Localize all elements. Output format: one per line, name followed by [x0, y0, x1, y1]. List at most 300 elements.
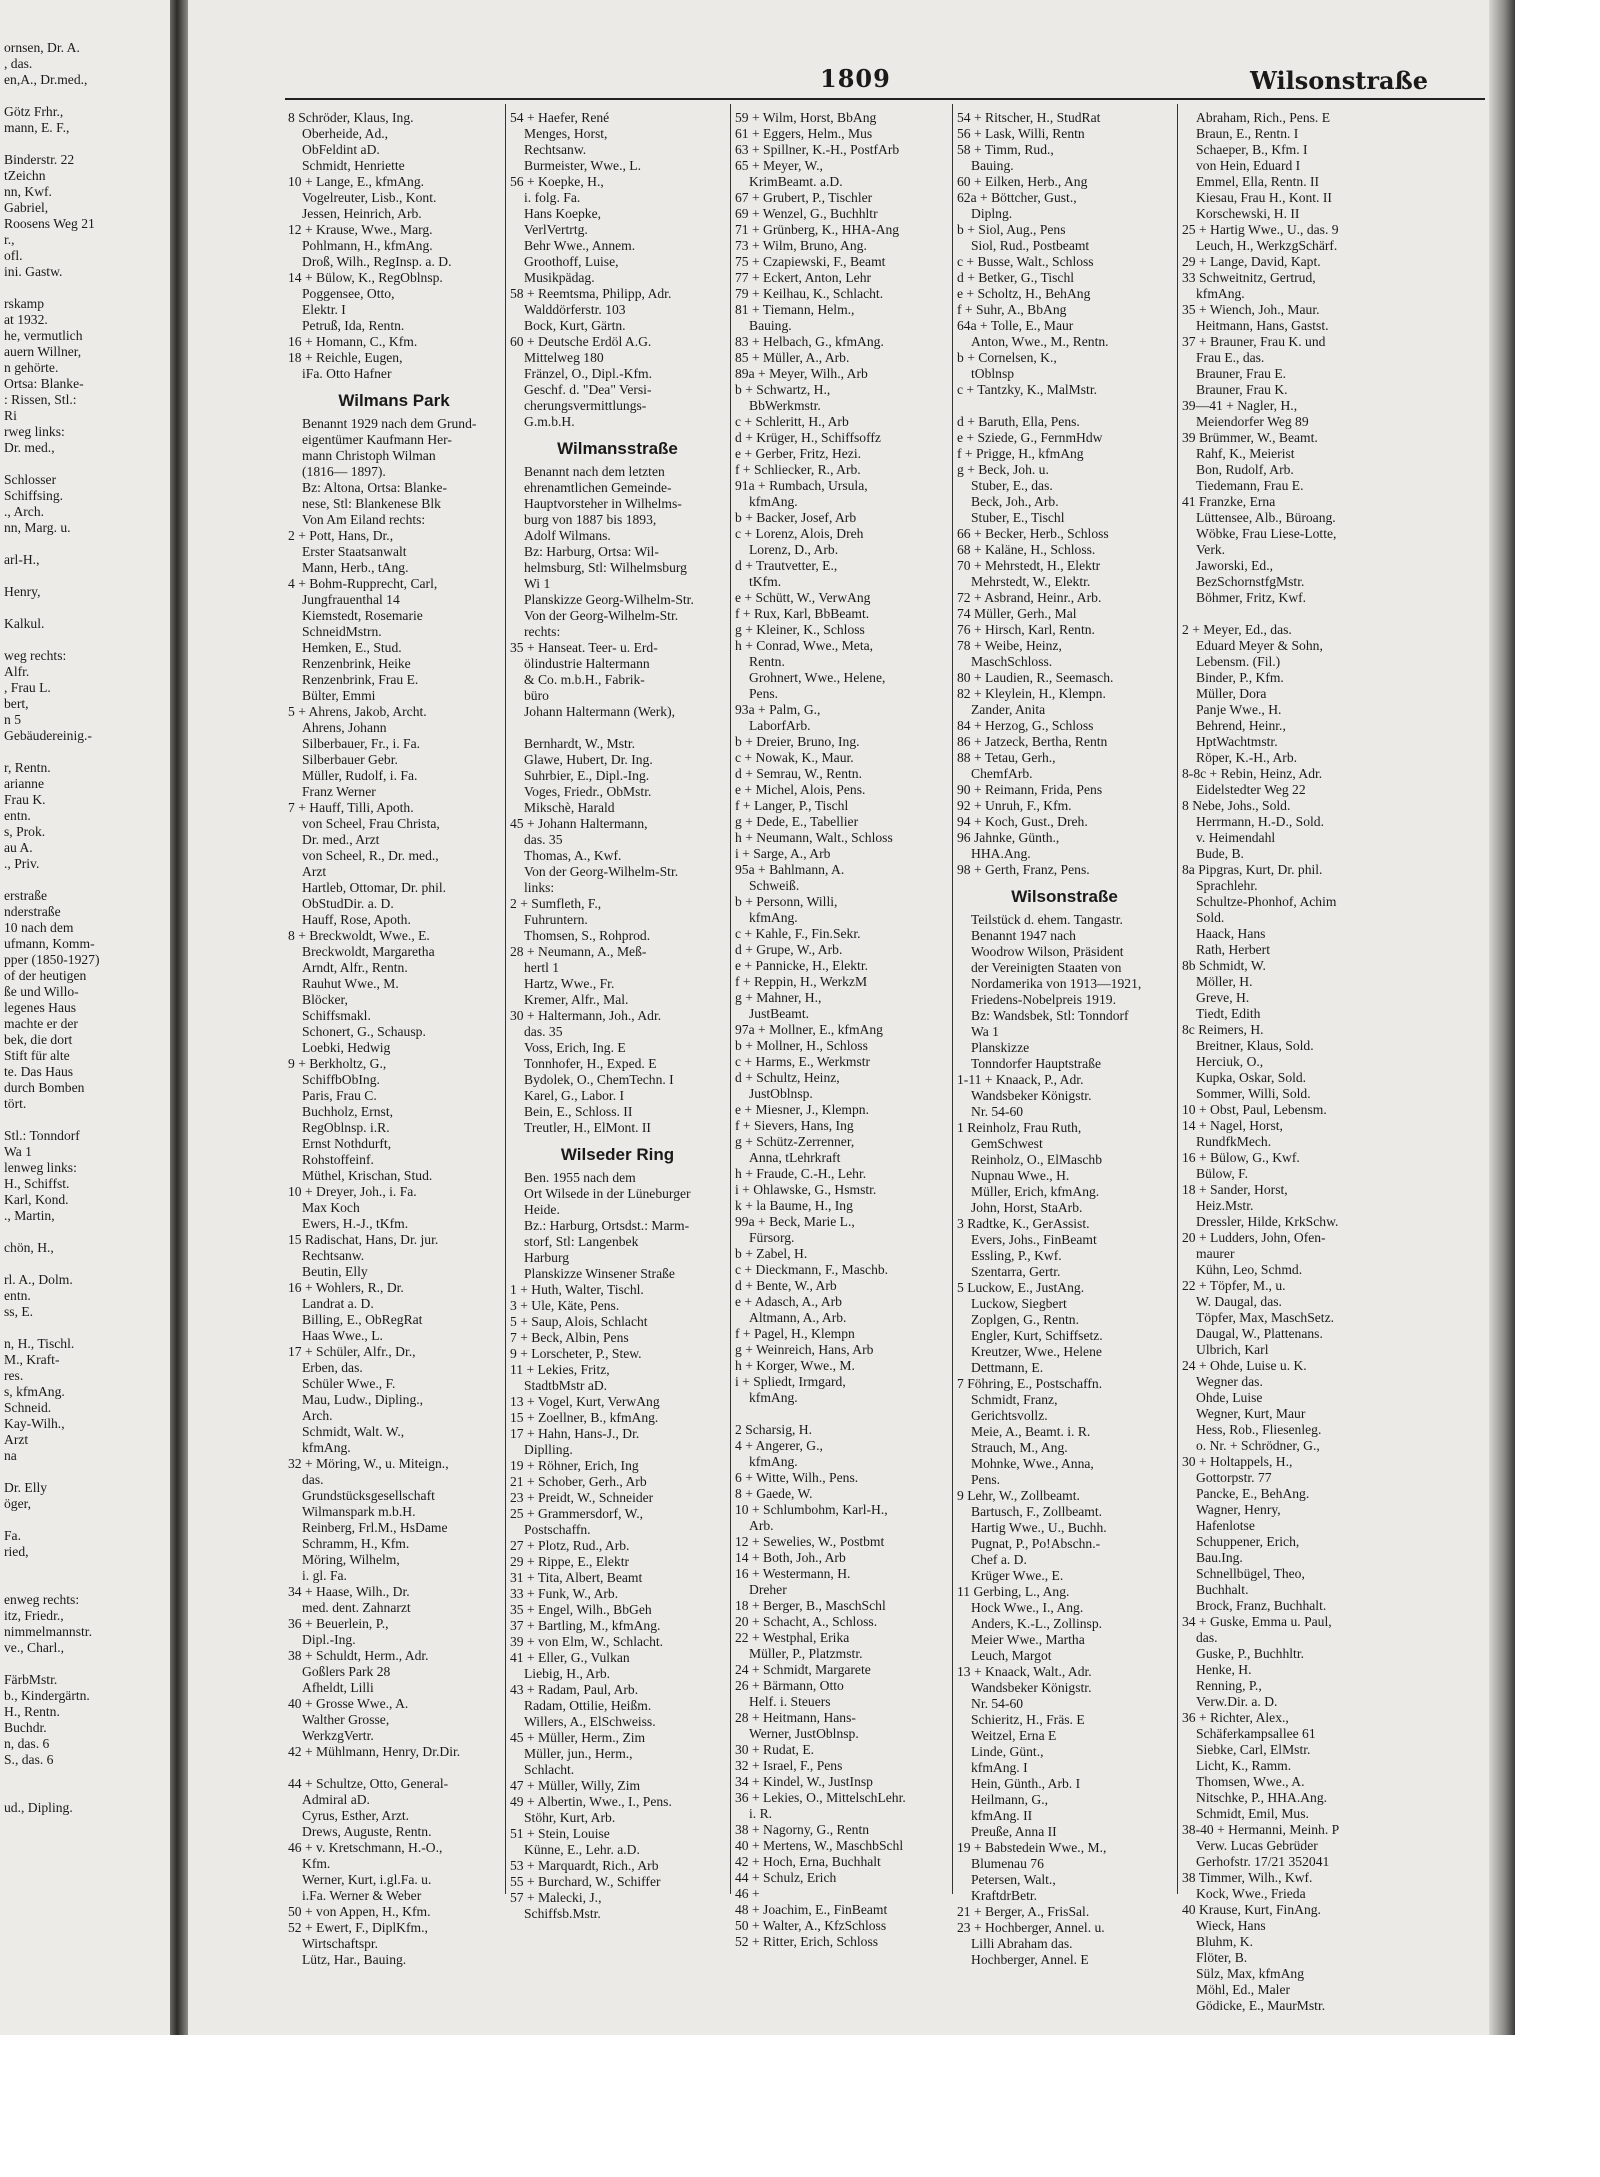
previous-page-line: he, vermutlich: [4, 328, 83, 343]
previous-page-line: Dr. Elly: [4, 1480, 48, 1495]
directory-entry: Weitzel, Erna E: [971, 1728, 1057, 1743]
directory-entry: 69 + Wenzel, G., Buchhltr: [735, 206, 878, 221]
directory-entry: Goßlers Park 28: [302, 1664, 391, 1679]
directory-entry: nese, Stl: Blankenese Blk: [302, 496, 441, 511]
directory-entry: Bauing.: [971, 158, 1014, 173]
directory-entry: Silberbauer, Fr., i. Fa.: [302, 736, 421, 751]
directory-entry: Walddörferstr. 103: [524, 302, 626, 317]
directory-entry: Schramm, H., Kfm.: [302, 1536, 410, 1551]
directory-entry: Müller, Rudolf, i. Fa.: [302, 768, 418, 783]
directory-entry: 3 Radtke, K., GerAssist.: [957, 1216, 1090, 1231]
directory-entry: Anders, K.-L., Zollinsp.: [971, 1616, 1103, 1631]
directory-entry: Thomsen, S., Rohprod.: [524, 928, 651, 943]
spacer: [735, 1406, 947, 1422]
directory-entry: 20 + Ludders, John, Ofen-: [1182, 1230, 1326, 1245]
directory-entry: Hans Koepke,: [524, 206, 602, 221]
directory-entry: Brauner, Frau K.: [1196, 382, 1288, 397]
directory-entry: 60 + Deutsche Erdöl A.G.: [510, 334, 652, 349]
directory-entry: kfmAng.: [302, 1440, 351, 1455]
directory-entry: Ewers, H.-J., tKfm.: [302, 1216, 409, 1231]
spacer: [957, 398, 1172, 414]
previous-page-line: weg rechts:: [4, 648, 67, 663]
directory-entry: 54 + Haefer, René: [510, 110, 610, 125]
directory-entry: Hauptvorsteher in Wilhelms-: [524, 496, 682, 511]
directory-entry: RegOblnsp. i.R.: [302, 1120, 390, 1135]
directory-entry: Bernhardt, W., Mstr.: [524, 736, 636, 751]
directory-entry: Schnellbügel, Theo,: [1196, 1566, 1305, 1581]
directory-entry: kfmAng.: [749, 494, 798, 509]
directory-entry: 18 + Berger, B., MaschSchl: [735, 1598, 886, 1613]
directory-entry: 13 + Vogel, Kurt, VerwAng: [510, 1394, 660, 1409]
directory-entry: 2 + Pott, Hans, Dr.,: [288, 528, 394, 543]
directory-entry: Bülow, F.: [1196, 1166, 1249, 1181]
directory-entry: ehrenamtlichen Gemeinde-: [524, 480, 672, 495]
directory-entry: Dipl.-Ing.: [302, 1632, 356, 1647]
directory-entry: 65 + Meyer, W.,: [735, 158, 823, 173]
directory-entry: Meie, A., Beamt. i. R.: [971, 1424, 1091, 1439]
directory-entry: Poggensee, Otto,: [302, 286, 395, 301]
directory-entry: ölindustrie Haltermann: [524, 656, 650, 671]
previous-page-line: , Frau L.: [4, 680, 51, 695]
directory-entry: Herciuk, O.,: [1196, 1054, 1264, 1069]
directory-entry: 83 + Helbach, G., kfmAng.: [735, 334, 884, 349]
previous-page-line: Ortsa: Blanke-: [4, 376, 84, 391]
directory-entry: helmsburg, Stl: Wilhelmsburg: [524, 560, 687, 575]
previous-page-line: H., Schiffst.: [4, 1176, 70, 1191]
directory-entry: 8b Schmidt, W.: [1182, 958, 1266, 973]
directory-entry: Silberbauer Gebr.: [302, 752, 398, 767]
directory-entry: Sold.: [1196, 910, 1225, 925]
directory-entry: Hock Wwe., I., Ang.: [971, 1600, 1084, 1615]
directory-entry: i. gl. Fa.: [302, 1568, 347, 1583]
previous-page-line: [0, 536, 170, 552]
directory-entry: Paris, Frau C.: [302, 1088, 377, 1103]
directory-entry: 9 Lehr, W., Zollbeamt.: [957, 1488, 1080, 1503]
directory-entry: HptWachtmstr.: [1196, 734, 1278, 749]
directory-entry: Müller, jun., Herm.,: [524, 1746, 633, 1761]
directory-entry: 56 + Lask, Willi, Rentn: [957, 126, 1085, 141]
directory-entry: Schieritz, H., Fräs. E: [971, 1712, 1085, 1727]
directory-entry: Nordamerika von 1913—1921,: [971, 976, 1142, 991]
directory-entry: 63 + Spillner, K.-H., PostfArb: [735, 142, 900, 157]
directory-entry: Emmel, Ella, Rentn. II: [1196, 174, 1320, 189]
directory-entry: Mau, Ludw., Dipling.,: [302, 1392, 424, 1407]
directory-entry: 58 + Reemtsma, Philipp, Adr.: [510, 286, 672, 301]
directory-entry: f + Schliecker, R., Arb.: [735, 462, 861, 477]
directory-entry: 68 + Kaläne, H., Schloss.: [957, 542, 1096, 557]
directory-entry: g + Weinreich, Hans, Arb: [735, 1342, 874, 1357]
previous-page-line: : Rissen, Stl.:: [4, 392, 77, 407]
directory-entry: Willers, A., ElSchweiss.: [524, 1714, 656, 1729]
previous-page-line: H., Rentn.: [4, 1704, 60, 1719]
directory-entry: Bz.: Harburg, Ortsdst.: Marm-: [524, 1218, 690, 1233]
previous-page-line: itz, Friedr.,: [4, 1608, 64, 1623]
directory-entry: Nupnau Wwe., H.: [971, 1168, 1070, 1183]
directory-entry: Wieck, Hans: [1196, 1918, 1266, 1933]
directory-entry: 5 Luckow, E., JustAng.: [957, 1280, 1085, 1295]
directory-entry: 8-8c + Rebin, Heinz, Adr.: [1182, 766, 1323, 781]
directory-entry: d + Grupe, W., Arb.: [735, 942, 843, 957]
directory-entry: Glawe, Hubert, Dr. Ing.: [524, 752, 653, 767]
directory-entry: Wöbke, Frau Liese-Lotte,: [1196, 526, 1337, 541]
directory-entry: Renning, P.,: [1196, 1678, 1262, 1693]
directory-entry: Voges, Friedr., ObMstr.: [524, 784, 652, 799]
previous-page-line: nimmelmannstr.: [4, 1624, 92, 1639]
directory-entry: d + Semrau, W., Rentn.: [735, 766, 862, 781]
spacer: [1182, 606, 1482, 622]
directory-entry: Sommer, Willi, Sold.: [1196, 1086, 1311, 1101]
directory-entry: Voss, Erich, Ing. E: [524, 1040, 626, 1055]
directory-entry: Hauff, Rose, Apoth.: [302, 912, 411, 927]
directory-entry: d + Betker, G., Tischl: [957, 270, 1075, 285]
previous-page-line: tZeichn: [4, 168, 46, 183]
directory-entry: b + Backer, Josef, Arb: [735, 510, 857, 525]
directory-entry: 71 + Grünberg, K., HHA-Ang: [735, 222, 900, 237]
previous-page-line: ve., Charl.,: [4, 1640, 65, 1655]
previous-page-line: pper (1850-1927): [4, 952, 100, 967]
directory-entry: 54 + Ritscher, H., StudRat: [957, 110, 1101, 125]
directory-entry: Wegner das.: [1196, 1374, 1263, 1389]
directory-entry: Nitschke, P., HHA.Ang.: [1196, 1790, 1328, 1805]
directory-entry: Kreutzer, Wwe., Helene: [971, 1344, 1102, 1359]
directory-entry: GemSchwest: [971, 1136, 1043, 1151]
directory-entry: Beck, Joh., Arb.: [971, 494, 1059, 509]
directory-entry: Kock, Wwe., Frieda: [1196, 1886, 1306, 1901]
directory-entry: Kremer, Alfr., Mal.: [524, 992, 629, 1007]
directory-entry: Panje Wwe., H.: [1196, 702, 1282, 717]
directory-entry: der Vereinigten Staaten von: [971, 960, 1122, 975]
previous-page-line: [0, 456, 170, 472]
directory-entry: Ernst Nothdurft,: [302, 1136, 392, 1151]
directory-entry: Bartusch, F., Zollbeamt.: [971, 1504, 1103, 1519]
directory-entry: Hartz, Wwe., Fr.: [524, 976, 615, 991]
previous-page-line: Fa.: [4, 1528, 21, 1543]
previous-page-line: s, Prok.: [4, 824, 46, 839]
directory-entry: burg von 1887 bis 1893,: [524, 512, 657, 527]
directory-entry: Schaeper, B., Kfm. I: [1196, 142, 1308, 157]
directory-entry: b + Siol, Aug., Pens: [957, 222, 1066, 237]
directory-entry: 74 Müller, Gerh., Mal: [957, 606, 1077, 621]
directory-entry: Fränzel, O., Dipl.-Kfm.: [524, 366, 652, 381]
directory-entry: 34 + Guske, Emma u. Paul,: [1182, 1614, 1332, 1629]
directory-entry: Mann, Herb., tAng.: [302, 560, 409, 575]
directory-entry: Pens.: [749, 686, 779, 701]
directory-entry: ChemfArb.: [971, 766, 1033, 781]
directory-entry: Binder, P., Kfm.: [1196, 670, 1284, 685]
directory-entry: 1-11 + Knaack, P., Adr.: [957, 1072, 1084, 1087]
directory-entry: Engler, Kurt, Schiffsetz.: [971, 1328, 1103, 1343]
directory-entry: Suhrbier, E., Dipl.-Ing.: [524, 768, 650, 783]
directory-entry: Abraham, Rich., Pens. E: [1196, 110, 1331, 125]
directory-entry: 16 + Bülow, G., Kwf.: [1182, 1150, 1300, 1165]
previous-page-line: [0, 1576, 170, 1592]
directory-entry: 96 Jahnke, Günth.,: [957, 830, 1060, 845]
directory-entry: Groothoff, Luise,: [524, 254, 619, 269]
directory-entry: 42 + Hoch, Erna, Buchhalt: [735, 1854, 881, 1869]
column-divider: [1177, 104, 1178, 1894]
previous-page-line: res.: [4, 1368, 24, 1383]
directory-entry: 15 Radischat, Hans, Dr. jur.: [288, 1232, 439, 1247]
directory-entry: Nr. 54-60: [971, 1696, 1024, 1711]
directory-entry: Lütz, Har., Bauing.: [302, 1952, 407, 1967]
directory-entry: Kupka, Oskar, Sold.: [1196, 1070, 1307, 1085]
previous-page-line: [0, 1560, 170, 1576]
directory-entry: Woodrow Wilson, Präsident: [971, 944, 1124, 959]
directory-entry: i.Fa. Werner & Weber: [302, 1888, 422, 1903]
directory-entry: Müller, Dora: [1196, 686, 1267, 701]
directory-entry: Von der Georg-Wilhelm-Str.: [524, 864, 679, 879]
directory-entry: 16 + Homann, C., Kfm.: [288, 334, 418, 349]
previous-page-line: s, kfmAng.: [4, 1384, 65, 1399]
previous-page-line: 10 nach dem: [4, 920, 74, 935]
directory-entry: Burmeister, Wwe., L.: [524, 158, 641, 173]
directory-entry: Bude, B.: [1196, 846, 1244, 861]
previous-page-line: [0, 1224, 170, 1240]
directory-entry: Zander, Anita: [971, 702, 1046, 717]
directory-entry: Eduard Meyer & Sohn,: [1196, 638, 1323, 653]
directory-entry: Afheldt, Lilli: [302, 1680, 374, 1695]
previous-page-line: Kalkul.: [4, 616, 45, 631]
directory-entry: Haas Wwe., L.: [302, 1328, 383, 1343]
directory-entry: Dressler, Hilde, KrkSchw.: [1196, 1214, 1339, 1229]
directory-entry: e + Sziede, G., FernmHdw: [957, 430, 1103, 445]
directory-entry: 29 + Rippe, E., Elektr: [510, 1554, 630, 1569]
directory-entry: 28 + Neumann, A., Meß-: [510, 944, 647, 959]
directory-entry: b + Personn, Willi,: [735, 894, 838, 909]
directory-entry: 23 + Preidt, W., Schneider: [510, 1490, 654, 1505]
directory-entry: 10 + Dreyer, Joh., i. Fa.: [288, 1184, 417, 1199]
previous-page-line: auern Willner,: [4, 344, 82, 359]
directory-entry: Postschaffn.: [524, 1522, 591, 1537]
directory-entry: 47 + Müller, Willy, Zim: [510, 1778, 641, 1793]
directory-entry: 56 + Koepke, H.,: [510, 174, 604, 189]
directory-entry: 92 + Unruh, F., Kfm.: [957, 798, 1072, 813]
directory-entry: Siebke, Carl, ElMstr.: [1196, 1742, 1311, 1757]
directory-entry: Böhmer, Fritz, Kwf.: [1196, 590, 1307, 605]
directory-entry: b + Zabel, H.: [735, 1246, 808, 1261]
directory-entry: Hartig Wwe., U., Buchh.: [971, 1520, 1107, 1535]
directory-entry: Mohnke, Wwe., Anna,: [971, 1456, 1094, 1471]
directory-entry: Renzenbrink, Heike: [302, 656, 411, 671]
directory-entry: Wandsbeker Königstr.: [971, 1088, 1092, 1103]
directory-entry: KrimBeamt. a.D.: [749, 174, 843, 189]
previous-page-line: Dr. med.,: [4, 440, 55, 455]
directory-entry: Henke, H.: [1196, 1662, 1252, 1677]
directory-entry: 46 +: [735, 1886, 760, 1901]
directory-entry: 14 + Both, Joh., Arb: [735, 1550, 846, 1565]
previous-page-line: M., Kraft-: [4, 1352, 60, 1367]
directory-entry: 30 + Holtappels, H.,: [1182, 1454, 1293, 1469]
previous-page-line: ., Arch.: [4, 504, 45, 519]
directory-entry: Planskizze: [971, 1040, 1030, 1055]
directory-entry: i. folg. Fa.: [524, 190, 581, 205]
directory-entry: 39 Brümmer, W., Beamt.: [1182, 430, 1318, 445]
directory-entry: Harburg: [524, 1250, 570, 1265]
directory-entry: Verk.: [1196, 542, 1226, 557]
directory-entry: Gerichtsvollz.: [971, 1408, 1048, 1423]
previous-page-line: Arzt: [4, 1432, 29, 1447]
previous-page-line: ud., Dipling.: [4, 1800, 73, 1815]
directory-entry: Geschf. d. "Dea" Versi-: [524, 382, 652, 397]
directory-entry: Möring, Wilhelm,: [302, 1552, 400, 1567]
directory-entry: 86 + Jatzeck, Bertha, Rentn: [957, 734, 1108, 749]
previous-page-line: [0, 88, 170, 104]
directory-entry: Hartleb, Ottomar, Dr. phil.: [302, 880, 447, 895]
directory-entry: c + Dieckmann, F., Maschb.: [735, 1262, 889, 1277]
directory-entry: Reinholz, O., ElMaschb: [971, 1152, 1103, 1167]
directory-entry: 98 + Gerth, Franz, Pens.: [957, 862, 1090, 877]
directory-entry: 8 Schröder, Klaus, Ing.: [288, 110, 414, 125]
previous-page-line: na: [4, 1448, 17, 1463]
directory-entry: Gödicke, E., MaurMstr.: [1196, 1998, 1326, 2013]
previous-page-line: [0, 632, 170, 648]
directory-entry: Schäferkampsallee 61: [1196, 1726, 1316, 1741]
directory-entry: 88 + Tetau, Gerh.,: [957, 750, 1056, 765]
directory-entry: d + Baruth, Ella, Pens.: [957, 414, 1080, 429]
directory-entry: kfmAng. II: [971, 1808, 1033, 1823]
directory-entry: Kiesau, Frau H., Kont. II: [1196, 190, 1332, 205]
directory-entry: i. R.: [749, 1806, 773, 1821]
directory-entry: tOblnsp: [971, 366, 1015, 381]
previous-page-line: Kay-Wilh.,: [4, 1416, 65, 1431]
directory-entry: e + Miesner, J., Klempn.: [735, 1102, 869, 1117]
previous-page-line: te. Das Haus: [4, 1064, 74, 1079]
directory-entry: Evers, Johs., FinBeamt: [971, 1232, 1097, 1247]
directory-entry: 57 + Malecki, J.,: [510, 1890, 602, 1905]
directory-entry: Benannt 1929 nach dem Grund-: [302, 416, 477, 431]
directory-entry: 60 + Eilken, Herb., Ang: [957, 174, 1088, 189]
directory-entry: Franz Werner: [302, 784, 376, 799]
directory-entry: Musikpädag.: [524, 270, 595, 285]
directory-entry: 50 + von Appen, H., Kfm.: [288, 1904, 431, 1919]
directory-entry: 45 + Müller, Herm., Zim: [510, 1730, 646, 1745]
directory-entry: 80 + Laudien, R., Seemasch.: [957, 670, 1114, 685]
column-divider: [505, 104, 506, 1894]
directory-entry: Thomsen, Wwe., A.: [1196, 1774, 1305, 1789]
directory-entry: 4 + Bohm-Rupprecht, Carl,: [288, 576, 438, 591]
previous-page-fragment: [0, 0, 170, 2035]
previous-page-line: n 5: [4, 712, 21, 727]
previous-page-line: bek, die dort: [4, 1032, 73, 1047]
directory-entry: Grundstücksgesellschaft: [302, 1488, 435, 1503]
directory-entry: Benannt 1947 nach: [971, 928, 1076, 943]
directory-entry: 34 + Haase, Wilh., Dr.: [288, 1584, 410, 1599]
previous-page-line: Gebäudereinig.-: [4, 728, 92, 743]
directory-entry: Leuch, Margot: [971, 1648, 1052, 1663]
directory-entry: Grohnert, Wwe., Helene,: [749, 670, 886, 685]
directory-entry: Pohlmann, H., kfmAng.: [302, 238, 433, 253]
directory-entry: John, Horst, StaArb.: [971, 1200, 1083, 1215]
directory-entry: Rahf, K., Meierist: [1196, 446, 1295, 461]
previous-page-line: [0, 1464, 170, 1480]
directory-entry: 27 + Plotz, Rud., Arb.: [510, 1538, 630, 1553]
directory-entry: 93a + Palm, G.,: [735, 702, 821, 717]
directory-entry: Flöter, B.: [1196, 1950, 1248, 1965]
directory-entry: e + Gerber, Fritz, Hezi.: [735, 446, 862, 461]
directory-entry: Werner, Kurt, i.gl.Fa. u.: [302, 1872, 432, 1887]
directory-entry: Radam, Ottilie, Heißm.: [524, 1698, 652, 1713]
directory-entry: Gerhofstr. 17/21 352041: [1196, 1854, 1330, 1869]
directory-entry: 10 + Obst, Paul, Lebensm.: [1182, 1102, 1327, 1117]
previous-page-line: rweg links:: [4, 424, 65, 439]
previous-page-line: Schiffsing.: [4, 488, 64, 503]
previous-page-line: enweg rechts:: [4, 1592, 80, 1607]
directory-entry: b + Schwartz, H.,: [735, 382, 831, 397]
directory-entry: Preuße, Anna II: [971, 1824, 1057, 1839]
directory-entry: Elektr. I: [302, 302, 346, 317]
directory-entry: 31 + Tita, Albert, Beamt: [510, 1570, 643, 1585]
directory-entry: 33 Schweitnitz, Gertrud,: [1182, 270, 1316, 285]
directory-entry: g + Mahner, H.,: [735, 990, 822, 1005]
directory-entry: b + Cornelsen, K.,: [957, 350, 1057, 365]
directory-entry: ObStudDir. a. D.: [302, 896, 394, 911]
directory-entry: Wagner, Henry,: [1196, 1502, 1281, 1517]
directory-entry: Verw.Dir. a. D.: [1196, 1694, 1278, 1709]
directory-entry: 8a Pipgras, Kurt, Dr. phil.: [1182, 862, 1323, 877]
directory-entry: iFa. Otto Hafner: [302, 366, 392, 381]
directory-entry: 8 Nebe, Johs., Sold.: [1182, 798, 1291, 813]
directory-entry: e + Schütt, W., VerwAng: [735, 590, 871, 605]
directory-entry: Stuber, E., das.: [971, 478, 1053, 493]
directory-entry: Kiemstedt, Rosemarie: [302, 608, 423, 623]
directory-entry: Wegner, Kurt, Maur: [1196, 1406, 1306, 1421]
directory-entry: 3 + Ule, Käte, Pens.: [510, 1298, 620, 1313]
directory-entry: Von der Georg-Wilhelm-Str.: [524, 608, 679, 623]
directory-entry: g + Schütz-Zerrenner,: [735, 1134, 855, 1149]
directory-entry: Rechtsanw.: [302, 1248, 365, 1263]
directory-entry: 16 + Westermann, H.: [735, 1566, 851, 1581]
directory-entry: (1816— 1897).: [302, 464, 386, 479]
directory-entry: JustOblnsp.: [749, 1086, 813, 1101]
directory-entry: 45 + Johann Haltermann,: [510, 816, 648, 831]
previous-page-line: Henry,: [4, 584, 41, 599]
directory-entry: Behrend, Heinr.,: [1196, 718, 1286, 733]
directory-entry: von Scheel, R., Dr. med.,: [302, 848, 439, 863]
directory-entry: f + Langer, P., Tischl: [735, 798, 849, 813]
directory-entry: 20 + Schacht, A., Schloss.: [735, 1614, 878, 1629]
directory-entry: 30 + Rudat, E.: [735, 1742, 815, 1757]
directory-entry: 23 + Hochberger, Annel. u.: [957, 1920, 1105, 1935]
previous-page-line: [0, 872, 170, 888]
directory-entry: Bz: Harburg, Ortsa: Wil-: [524, 544, 659, 559]
directory-entry: Petersen, Walt.,: [971, 1872, 1056, 1887]
directory-entry: 41 + Eller, G., Vulkan: [510, 1650, 630, 1665]
directory-entry: Meier Wwe., Martha: [971, 1632, 1085, 1647]
previous-page-line: Ri: [4, 408, 17, 423]
directory-entry: 75 + Czapiewski, F., Beamt: [735, 254, 886, 269]
directory-entry: Schuppener, Erich,: [1196, 1534, 1300, 1549]
directory-entry: Rechtsanw.: [524, 142, 587, 157]
directory-entry: o. Nr. + Schrödner, G.,: [1196, 1438, 1320, 1453]
directory-entry: 9 + Lorscheter, P., Stew.: [510, 1346, 642, 1361]
directory-entry: 95a + Bahlmann, A.: [735, 862, 845, 877]
directory-entry: Schlacht.: [524, 1762, 575, 1777]
previous-page-line: [0, 744, 170, 760]
directory-entry: Linde, Günt.,: [971, 1744, 1044, 1759]
directory-entry: Drews, Auguste, Rentn.: [302, 1824, 432, 1839]
directory-entry: Walther Grosse,: [302, 1712, 390, 1727]
directory-entry: & Co. m.b.H., Fabrik-: [524, 672, 645, 687]
directory-entry: Wandsbeker Königstr.: [971, 1680, 1092, 1695]
directory-entry: 76 + Hirsch, Karl, Rentn.: [957, 622, 1095, 637]
previous-page-line: ini. Gastw.: [4, 264, 63, 279]
directory-entry: 2 Scharsig, H.: [735, 1422, 813, 1437]
directory-entry: rechts:: [524, 624, 561, 639]
header-rule: [285, 98, 1485, 100]
directory-entry: 9 + Berkholtz, G.,: [288, 1056, 387, 1071]
running-header-street: Wilsonstraße: [1250, 66, 1429, 95]
previous-page-line: legenes Haus: [4, 1000, 77, 1015]
